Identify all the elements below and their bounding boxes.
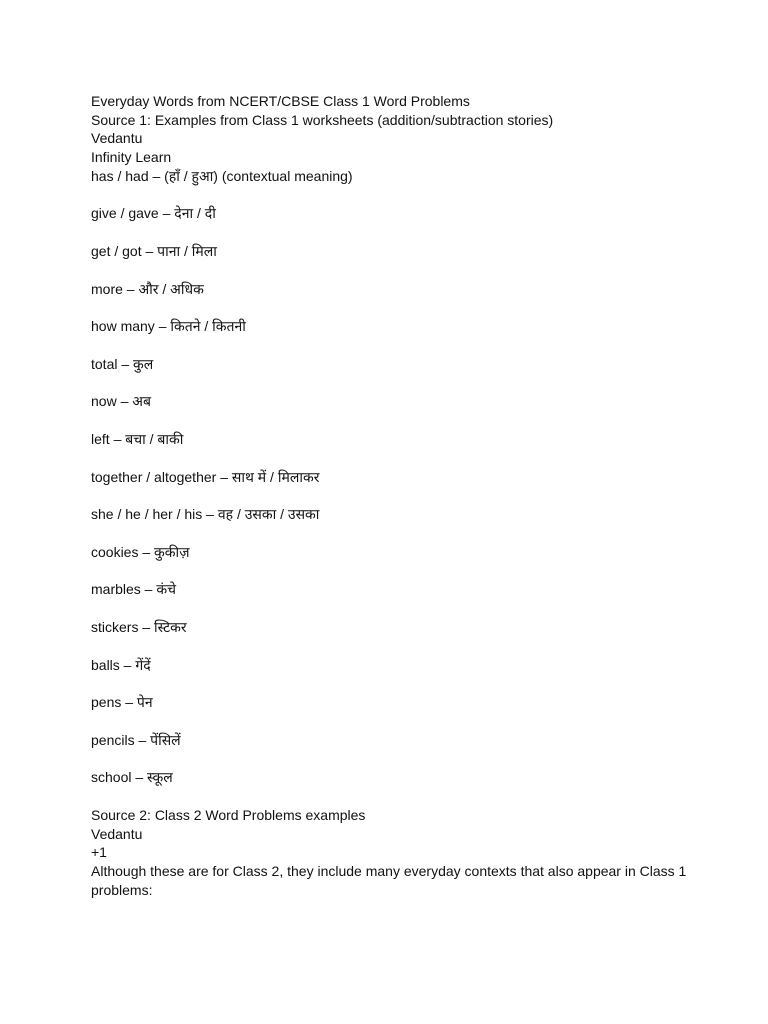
vocab-item: now – अब: [91, 393, 151, 410]
vocab-item: total – कुल: [91, 355, 154, 372]
source-2-heading: Source 2: Class 2 Word Problems examples: [91, 806, 366, 823]
vocab-item: give / gave – देना / दी: [91, 205, 216, 222]
document-body: [91, 92, 701, 899]
vocab-item: pens – पेन: [91, 694, 153, 711]
vocab-item: more – और / अधिक: [91, 280, 204, 297]
vocab-item: marbles – कंचे: [91, 581, 177, 598]
source-2-provider: Vedantu: [91, 825, 143, 842]
vocab-item: together / altogether – साथ में / मिलाकर: [91, 468, 320, 485]
vocab-item: stickers – स्टिकर: [91, 618, 187, 635]
source-2-note: Although these are for Class 2, they include many everyday contexts that also appear in Class 1 problems:: [91, 863, 687, 898]
vocab-item: she / he / her / his – वह / उसका / उसका: [91, 506, 320, 523]
vocabulary-list: [91, 167, 701, 787]
vocab-item: how many – कितने / कितनी: [91, 318, 246, 335]
vocab-item: get / got – पाना / मिला: [91, 243, 217, 259]
source-1-heading: Source 1: Examples from Class 1 worksheets (addition/subtraction stories): [91, 111, 554, 128]
vocab-item: pencils – पेंसिलें: [91, 731, 181, 748]
vocab-item: school – स्कूल: [91, 769, 173, 786]
source-2-extra-count: +1: [91, 844, 107, 861]
vocab-item: cookies – कुकीज़: [91, 543, 190, 560]
vocab-item: left – बचा / बाकी: [91, 430, 184, 447]
source-1-provider-infinity-learn: Infinity Learn: [91, 149, 172, 166]
document-title: Everyday Words from NCERT/CBSE Class 1 Word Problems: [91, 93, 470, 109]
source-1-provider-vedantu: Vedantu: [91, 130, 143, 147]
vocab-item: has / had – (हाँ / हुआ) (contextual meaning): [91, 167, 353, 184]
vocab-item: balls – गेंदें: [91, 656, 151, 673]
